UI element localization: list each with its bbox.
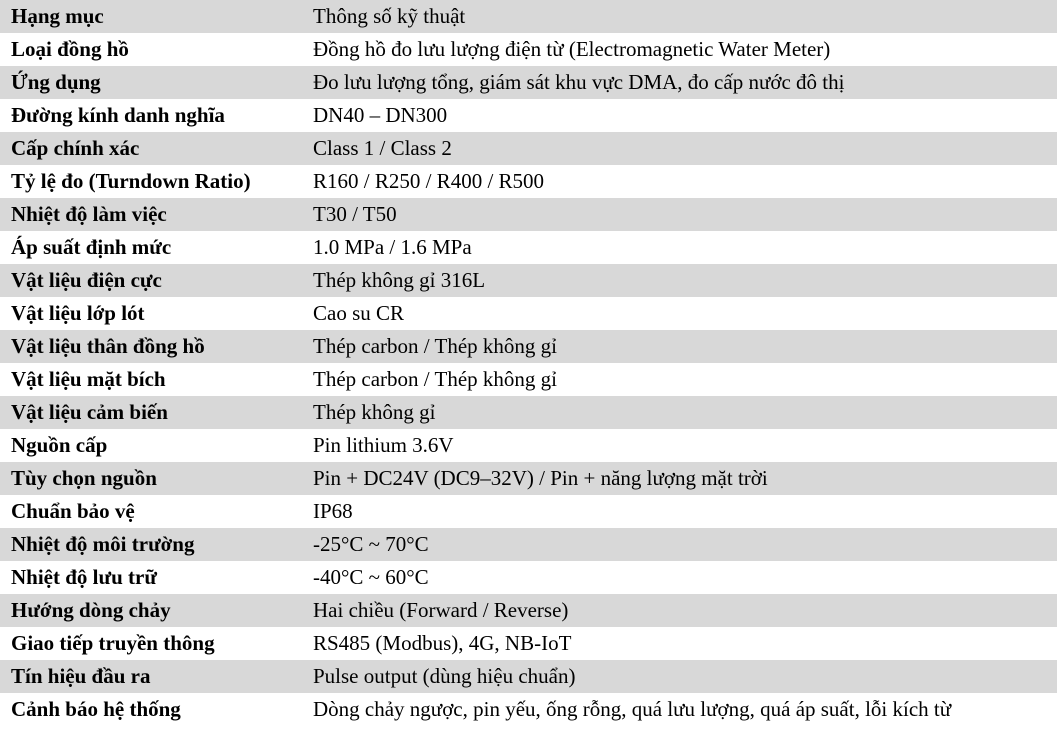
spec-name-cell: Tỷ lệ đo (Turndown Ratio) [11,169,251,193]
spec-value-cell: Đo lưu lượng tổng, giám sát khu vực DMA, đo cấp nước đô thị [302,66,1057,99]
table-row [0,297,1057,330]
spec-value-cell: DN40 – DN300 [313,103,448,127]
table-row [0,561,1057,594]
spec-name-cell: Vật liệu cảm biến [0,396,302,429]
table-row [0,330,1057,363]
table-row [0,660,1057,693]
table-row [0,693,1057,726]
spec-name-cell: Hạng mục [0,0,302,33]
table-row [0,396,1057,429]
table-row [0,132,1057,165]
spec-value-cell: Pin lithium 3.6V [313,433,454,457]
table-row [0,363,1057,396]
table-row [0,627,1057,660]
table-row [0,66,1057,99]
spec-name-cell: Vật liệu mặt bích [11,367,166,391]
spec-value-cell: Hai chiều (Forward / Reverse) [302,594,1057,627]
spec-name-cell: Cấp chính xác [0,132,302,165]
spec-value-cell: Thép không gỉ 316L [302,264,1057,297]
spec-value-cell: Cao su CR [313,301,405,325]
table-row [0,33,1057,66]
spec-name-cell: Cảnh báo hệ thống [11,697,181,721]
spec-value-cell: IP68 [313,499,353,523]
spec-value-cell: -40°C ~ 60°C [313,565,429,589]
table-row [0,594,1057,627]
table-row [0,462,1057,495]
spec-value-cell: Pulse output (dùng hiệu chuẩn) [302,660,1057,693]
spec-name-cell: Chuẩn bảo vệ [11,499,135,523]
spec-name-cell: Nhiệt độ môi trường [0,528,302,561]
spec-name-cell: Vật liệu lớp lót [11,301,145,325]
spec-name-cell: Tín hiệu đầu ra [0,660,302,693]
spec-name-cell: Ứng dụng [0,66,302,99]
spec-name-cell: Nhiệt độ lưu trữ [11,565,157,589]
table-row [0,231,1057,264]
spec-name-cell: Giao tiếp truyền thông [11,631,215,655]
spec-value-cell: Thông số kỹ thuật [302,0,1057,33]
spec-name-cell: Nhiệt độ làm việc [0,198,302,231]
table-row [0,264,1057,297]
spec-name-cell: Tùy chọn nguồn [0,462,302,495]
table-row [0,99,1057,132]
spec-name-cell: Đường kính danh nghĩa [11,103,225,127]
spec-value-cell: Thép carbon / Thép không gỉ [313,367,557,391]
table-row [0,165,1057,198]
spec-name-cell: Vật liệu thân đồng hồ [0,330,302,363]
table-row [0,495,1057,528]
spec-value-cell: Thép không gỉ [302,396,1057,429]
table-row [0,198,1057,231]
spec-value-cell: R160 / R250 / R400 / R500 [313,169,545,193]
table-row [0,429,1057,462]
spec-value-cell: RS485 (Modbus), 4G, NB-IoT [313,631,572,655]
spec-value-cell: T30 / T50 [302,198,1057,231]
table-row [0,0,1057,33]
spec-value-cell: Đồng hồ đo lưu lượng điện từ (Electromagnetic Water Meter) [313,37,831,61]
spec-value-cell: Class 1 / Class 2 [302,132,1057,165]
spec-name-cell: Loại đồng hồ [11,37,129,61]
spec-name-cell: Vật liệu điện cực [0,264,302,297]
spec-name-cell: Hướng dòng chảy [0,594,302,627]
spec-value-cell: Dòng chảy ngược, pin yếu, ống rỗng, quá lưu lượng, quá áp suất, lỗi kích từ [313,697,952,721]
spec-value-cell: -25°C ~ 70°C [302,528,1057,561]
spec-value-cell: Thép carbon / Thép không gỉ [302,330,1057,363]
spec-value-cell: 1.0 MPa / 1.6 MPa [313,235,472,259]
table-row [0,528,1057,561]
spec-name-cell: Nguồn cấp [11,433,108,457]
spec-name-cell: Áp suất định mức [11,235,172,259]
spec-value-cell: Pin + DC24V (DC9–32V) / Pin + năng lượng mặt trời [302,462,1057,495]
